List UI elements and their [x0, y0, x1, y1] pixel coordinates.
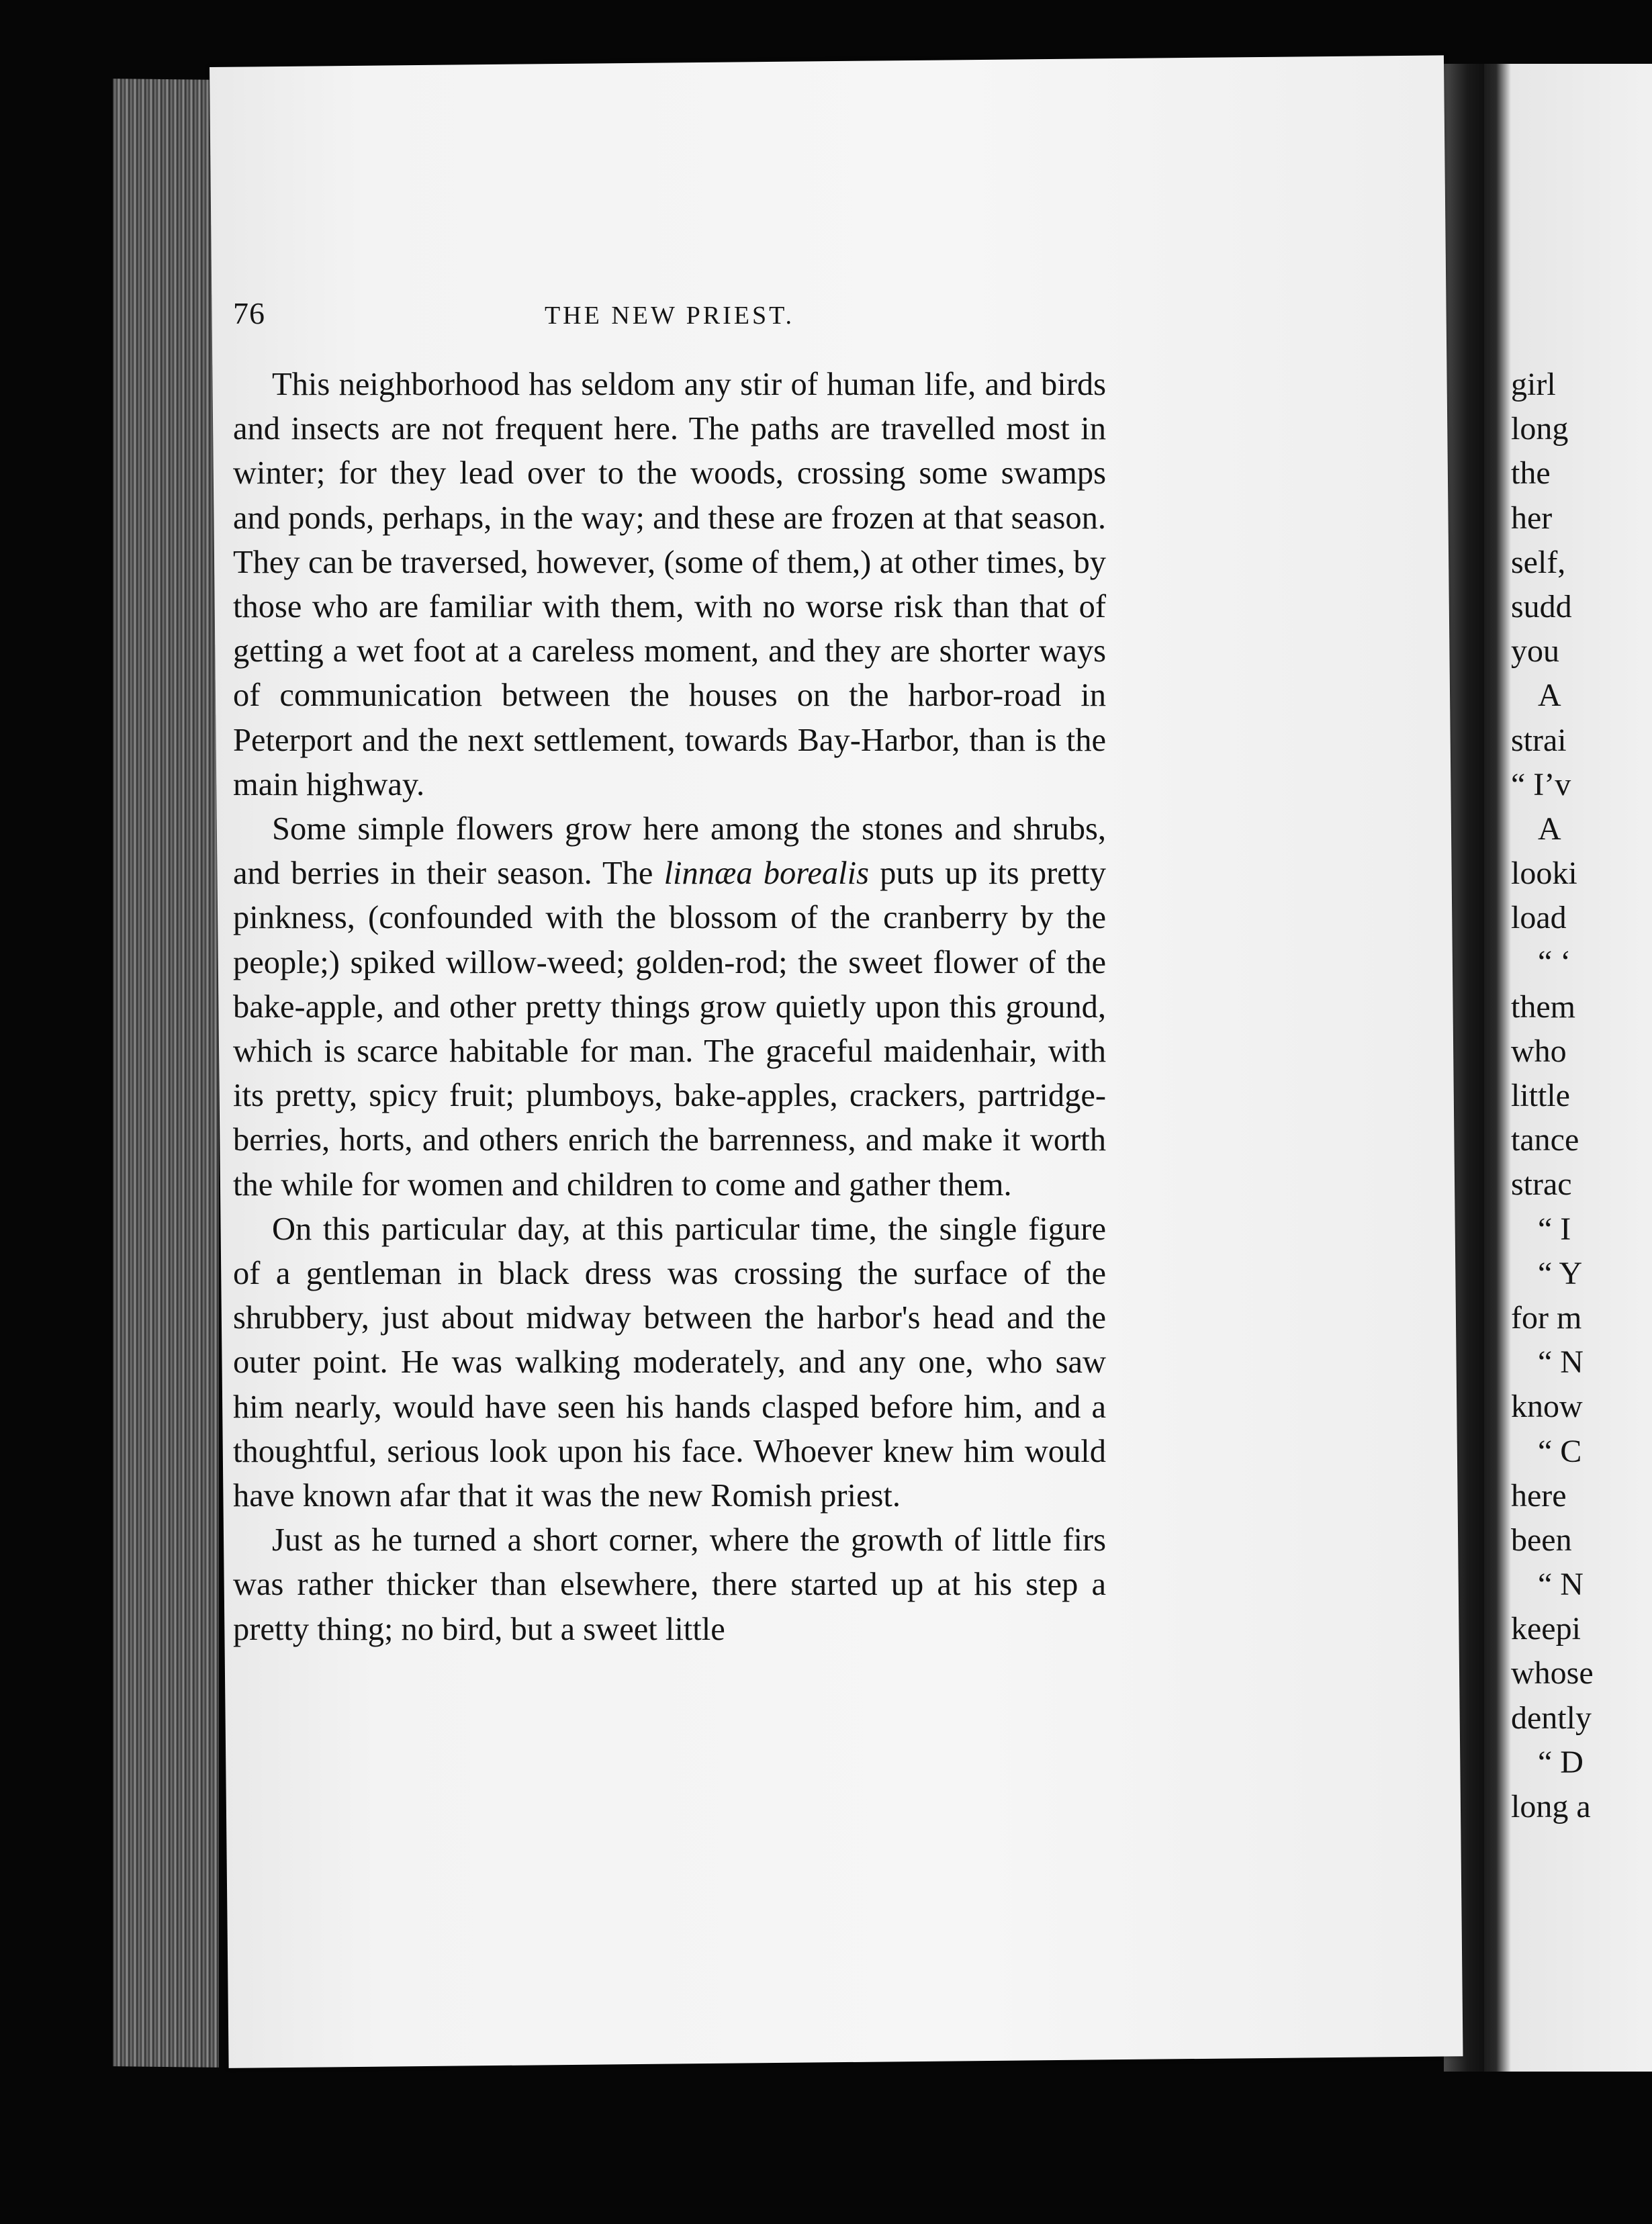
facing-page-line: for m: [1511, 1299, 1582, 1336]
facing-page-line: know: [1511, 1389, 1583, 1425]
facing-page-line: “ N: [1538, 1567, 1584, 1603]
facing-page-line: A: [1538, 678, 1561, 714]
paragraph-1: This neighborhood has seldom any stir of human life, and birds and insects are not frequent here. The paths are travelled most in winter; for they lead over to the woods, crossing some swamps and ponds, perhaps, in the way; and these are frozen at that season. They can be traversed, however, (some of them,) at other times, by those who are familiar with them, with no worse risk than that of getting a wet foot at a careless moment, and they are shorter ways of communication between the houses on the harbor-road in Peterport and the next settlement, towards Bay-Harbor, than is the main highway.: [233, 367, 1106, 802]
paragraph-2-text-before: Some simple flowers grow here among the stones and shrubs, and berries in their season. The: [233, 811, 1106, 892]
facing-page-line: load: [1511, 900, 1567, 936]
facing-page-line: “ I: [1538, 1211, 1571, 1247]
facing-page-line: keepi: [1511, 1611, 1581, 1647]
facing-page-line: sudd: [1511, 588, 1572, 624]
facing-page-line: dently: [1511, 1700, 1592, 1736]
facing-page-line: tance: [1511, 1122, 1579, 1158]
page-number: 76: [233, 296, 265, 330]
paragraph-4: Just as he turned a short corner, where the growth of little firs was rather thicker than elsewhere, there started up at his step a pretty thing; no bird, but a sweet little: [233, 1522, 1106, 1647]
paragraph-2-text-after: puts up its pretty pinkness, (confounded with the blossom of the cranberry by the people;) spiked willow-weed; golden-rod; the sweet flower of the bake-apple, and other pretty things grow quietly upon this ground, which is scarce habitable for man. The graceful maidenhair, with its pretty, spicy fruit; plumboys, bake-apples, crackers, partridge-berries, horts, and others enrich the barrenness, and make it worth the while for women and children to come and gather them.: [233, 855, 1106, 1203]
paragraph-3: On this particular day, at this particular time, the single figure of a gentleman in black dress was crossing the surface of the shrubbery, just about midway between the harbor's head and the outer point. He was walking moderately, and any one, who saw him nearly, would have seen his hands clasped before him, and a thoughtful, serious look upon his face. Whoever knew him would have known afar that it was the new Romish priest.: [233, 1211, 1106, 1514]
facing-page-line: you: [1511, 633, 1559, 669]
page-block-edges: [113, 79, 219, 2068]
facing-page-line: looki: [1511, 855, 1577, 892]
facing-page-line: girl: [1511, 367, 1556, 402]
facing-page-line: “ ‘: [1538, 944, 1571, 980]
facing-page-line: long a: [1511, 1789, 1591, 1824]
facing-page-text: [1511, 363, 1652, 1829]
facing-page-line: “ C: [1538, 1433, 1582, 1469]
facing-page-line: “ I’v: [1511, 766, 1571, 802]
facing-page-line: strai: [1511, 722, 1567, 758]
body-text: [233, 363, 1106, 1652]
running-head: [233, 295, 1106, 336]
facing-page-line: them: [1511, 988, 1575, 1025]
italic-species-name: linnæa borealis: [663, 855, 869, 892]
facing-page-line: whose: [1511, 1655, 1594, 1692]
facing-page-line: who: [1511, 1033, 1567, 1069]
facing-page-line: little: [1511, 1078, 1570, 1113]
facing-page-line: “ Y: [1538, 1255, 1583, 1291]
facing-page-line: “ N: [1538, 1344, 1584, 1381]
paragraph-2: [233, 807, 1106, 1207]
facing-page-line: self,: [1511, 544, 1566, 580]
facing-page-line: strac: [1511, 1166, 1572, 1203]
facing-page-line: the: [1511, 455, 1551, 492]
facing-page-line: been: [1511, 1522, 1572, 1558]
facing-page-line: long: [1511, 411, 1569, 447]
facing-page: [1484, 64, 1652, 2072]
running-title: THE NEW PRIEST.: [544, 302, 795, 330]
facing-page-line: her: [1511, 500, 1553, 536]
facing-page-line: “ D: [1538, 1744, 1584, 1780]
facing-page-line: here: [1511, 1477, 1567, 1514]
facing-page-line: A: [1538, 810, 1561, 847]
